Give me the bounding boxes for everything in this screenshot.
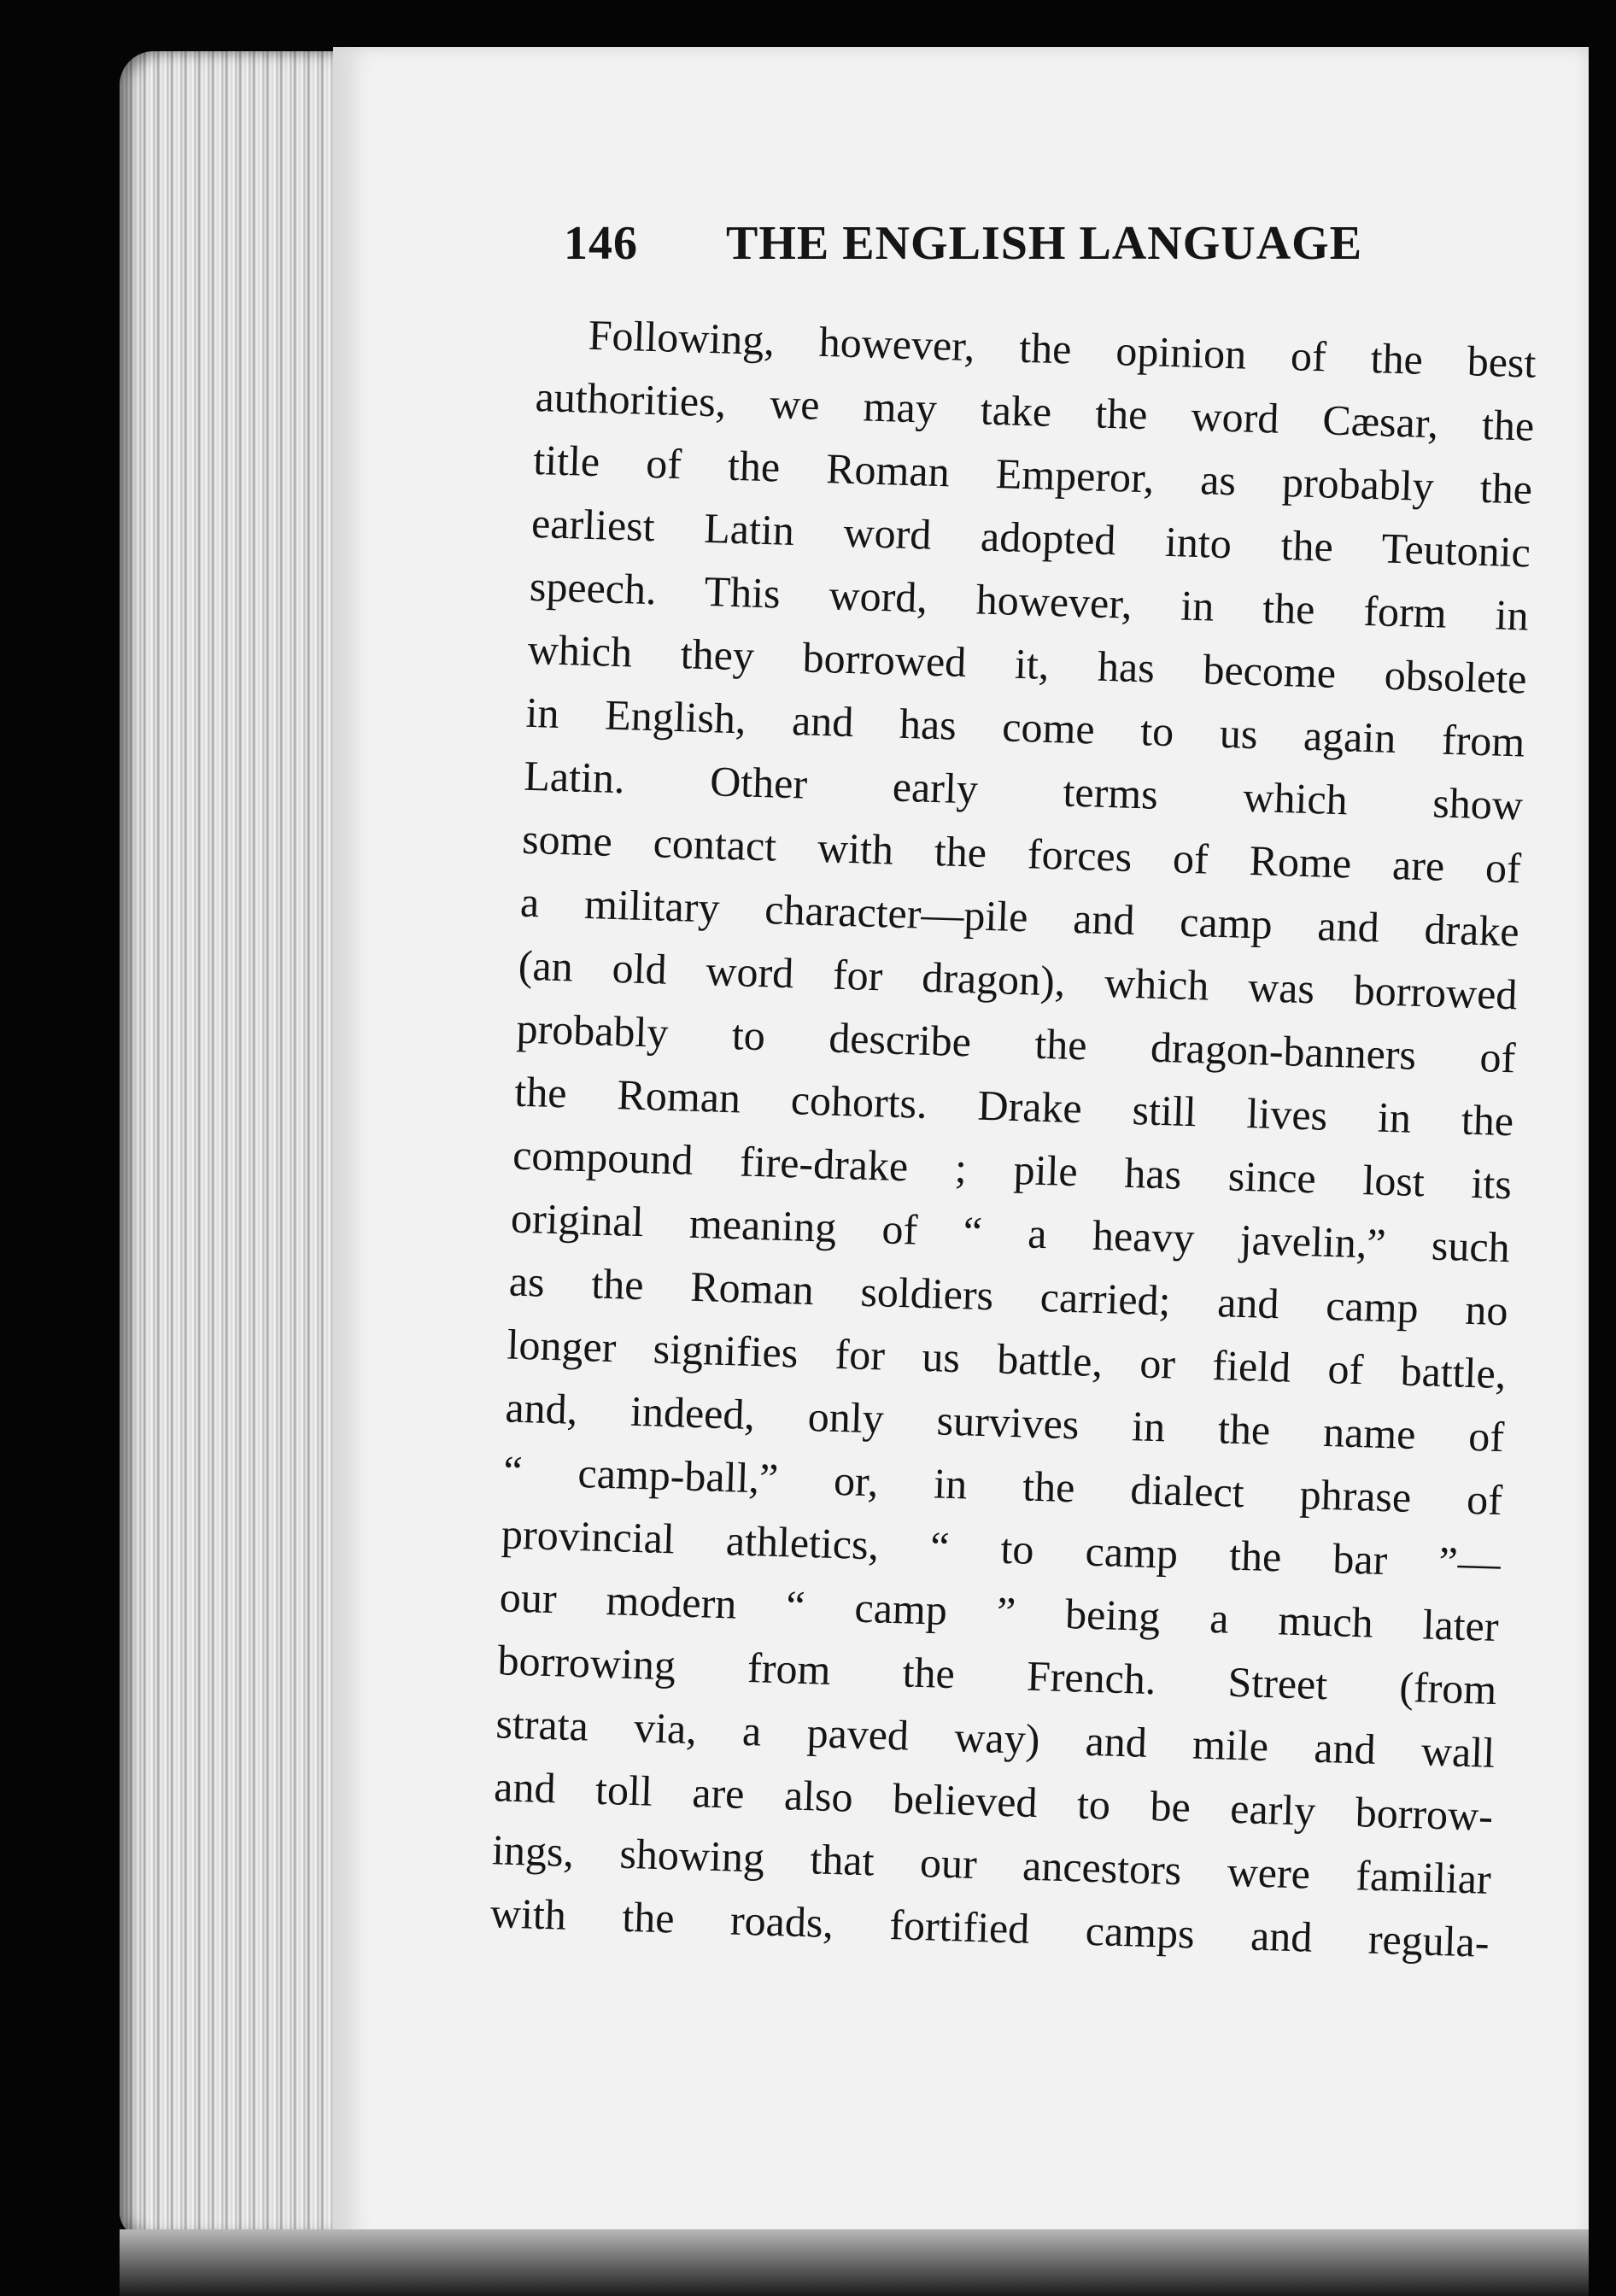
text-line: earliest Latin word adopted into the Teutonic [530,498,1531,577]
text-line: “ camp-ball,” or, in the dialect phrase of [502,1446,1503,1525]
text-line: Following, however, the opinion of the best [588,310,1537,387]
text-line: which they borrowed it, has become obsolete [527,624,1528,703]
running-title: THE ENGLISH LANGUAGE [726,217,1363,270]
text-line: original meaning of “ a heavy javelin,” such [510,1193,1511,1272]
text-line: longer signifies for us battle, or field of battle, [506,1320,1508,1398]
book-page [333,47,1589,2242]
text-line: Latin. Other early terms which show [523,751,1524,829]
text-line: some contact with the forces of Rome are of [521,814,1522,893]
text-line: as the Roman soldiers carried; and camp no [508,1256,1509,1335]
text-line: with the roads, fortified camps and regula- [489,1889,1490,1966]
text-line: authorities, we may take the word Cæsar, the [534,372,1536,450]
text-line: and toll are also believed to be early borrow- [493,1762,1494,1840]
text-line: our modern “ camp ” being a much later [499,1573,1500,1651]
text-line: (an old word for dragon), which was borrowed [518,940,1519,1019]
text-line: probably to describe the dragon-banners of [515,1004,1517,1082]
text-line: compound fire-drake ; pile has since lost its [512,1130,1513,1209]
page-number: 146 [564,217,638,270]
text-line: borrowing from the French. Street (from [496,1636,1498,1713]
text-line: ings, showing that our ancestors were familiar [491,1825,1492,1903]
body-text [489,302,1537,1974]
book-page-edges [120,51,350,2238]
text-line: title of the Roman Emperor, as probably the [532,435,1533,513]
text-line: strata via, a paved way) and mile and wall [495,1699,1496,1777]
text-line: provincial athletics, “ to camp the bar ”— [501,1509,1502,1588]
page-header [564,209,1512,278]
text-line: the Roman cohorts. Drake still lives in the [513,1067,1514,1145]
text-line: and, indeed, only survives in the name of [504,1383,1505,1461]
text-line: a military character—pile and camp and drake [519,877,1520,956]
page-bottom-shadow [120,2229,1589,2296]
text-line: in English, and has come to us again from [524,688,1526,766]
text-line: speech. This word, however, in the form in [529,561,1530,640]
